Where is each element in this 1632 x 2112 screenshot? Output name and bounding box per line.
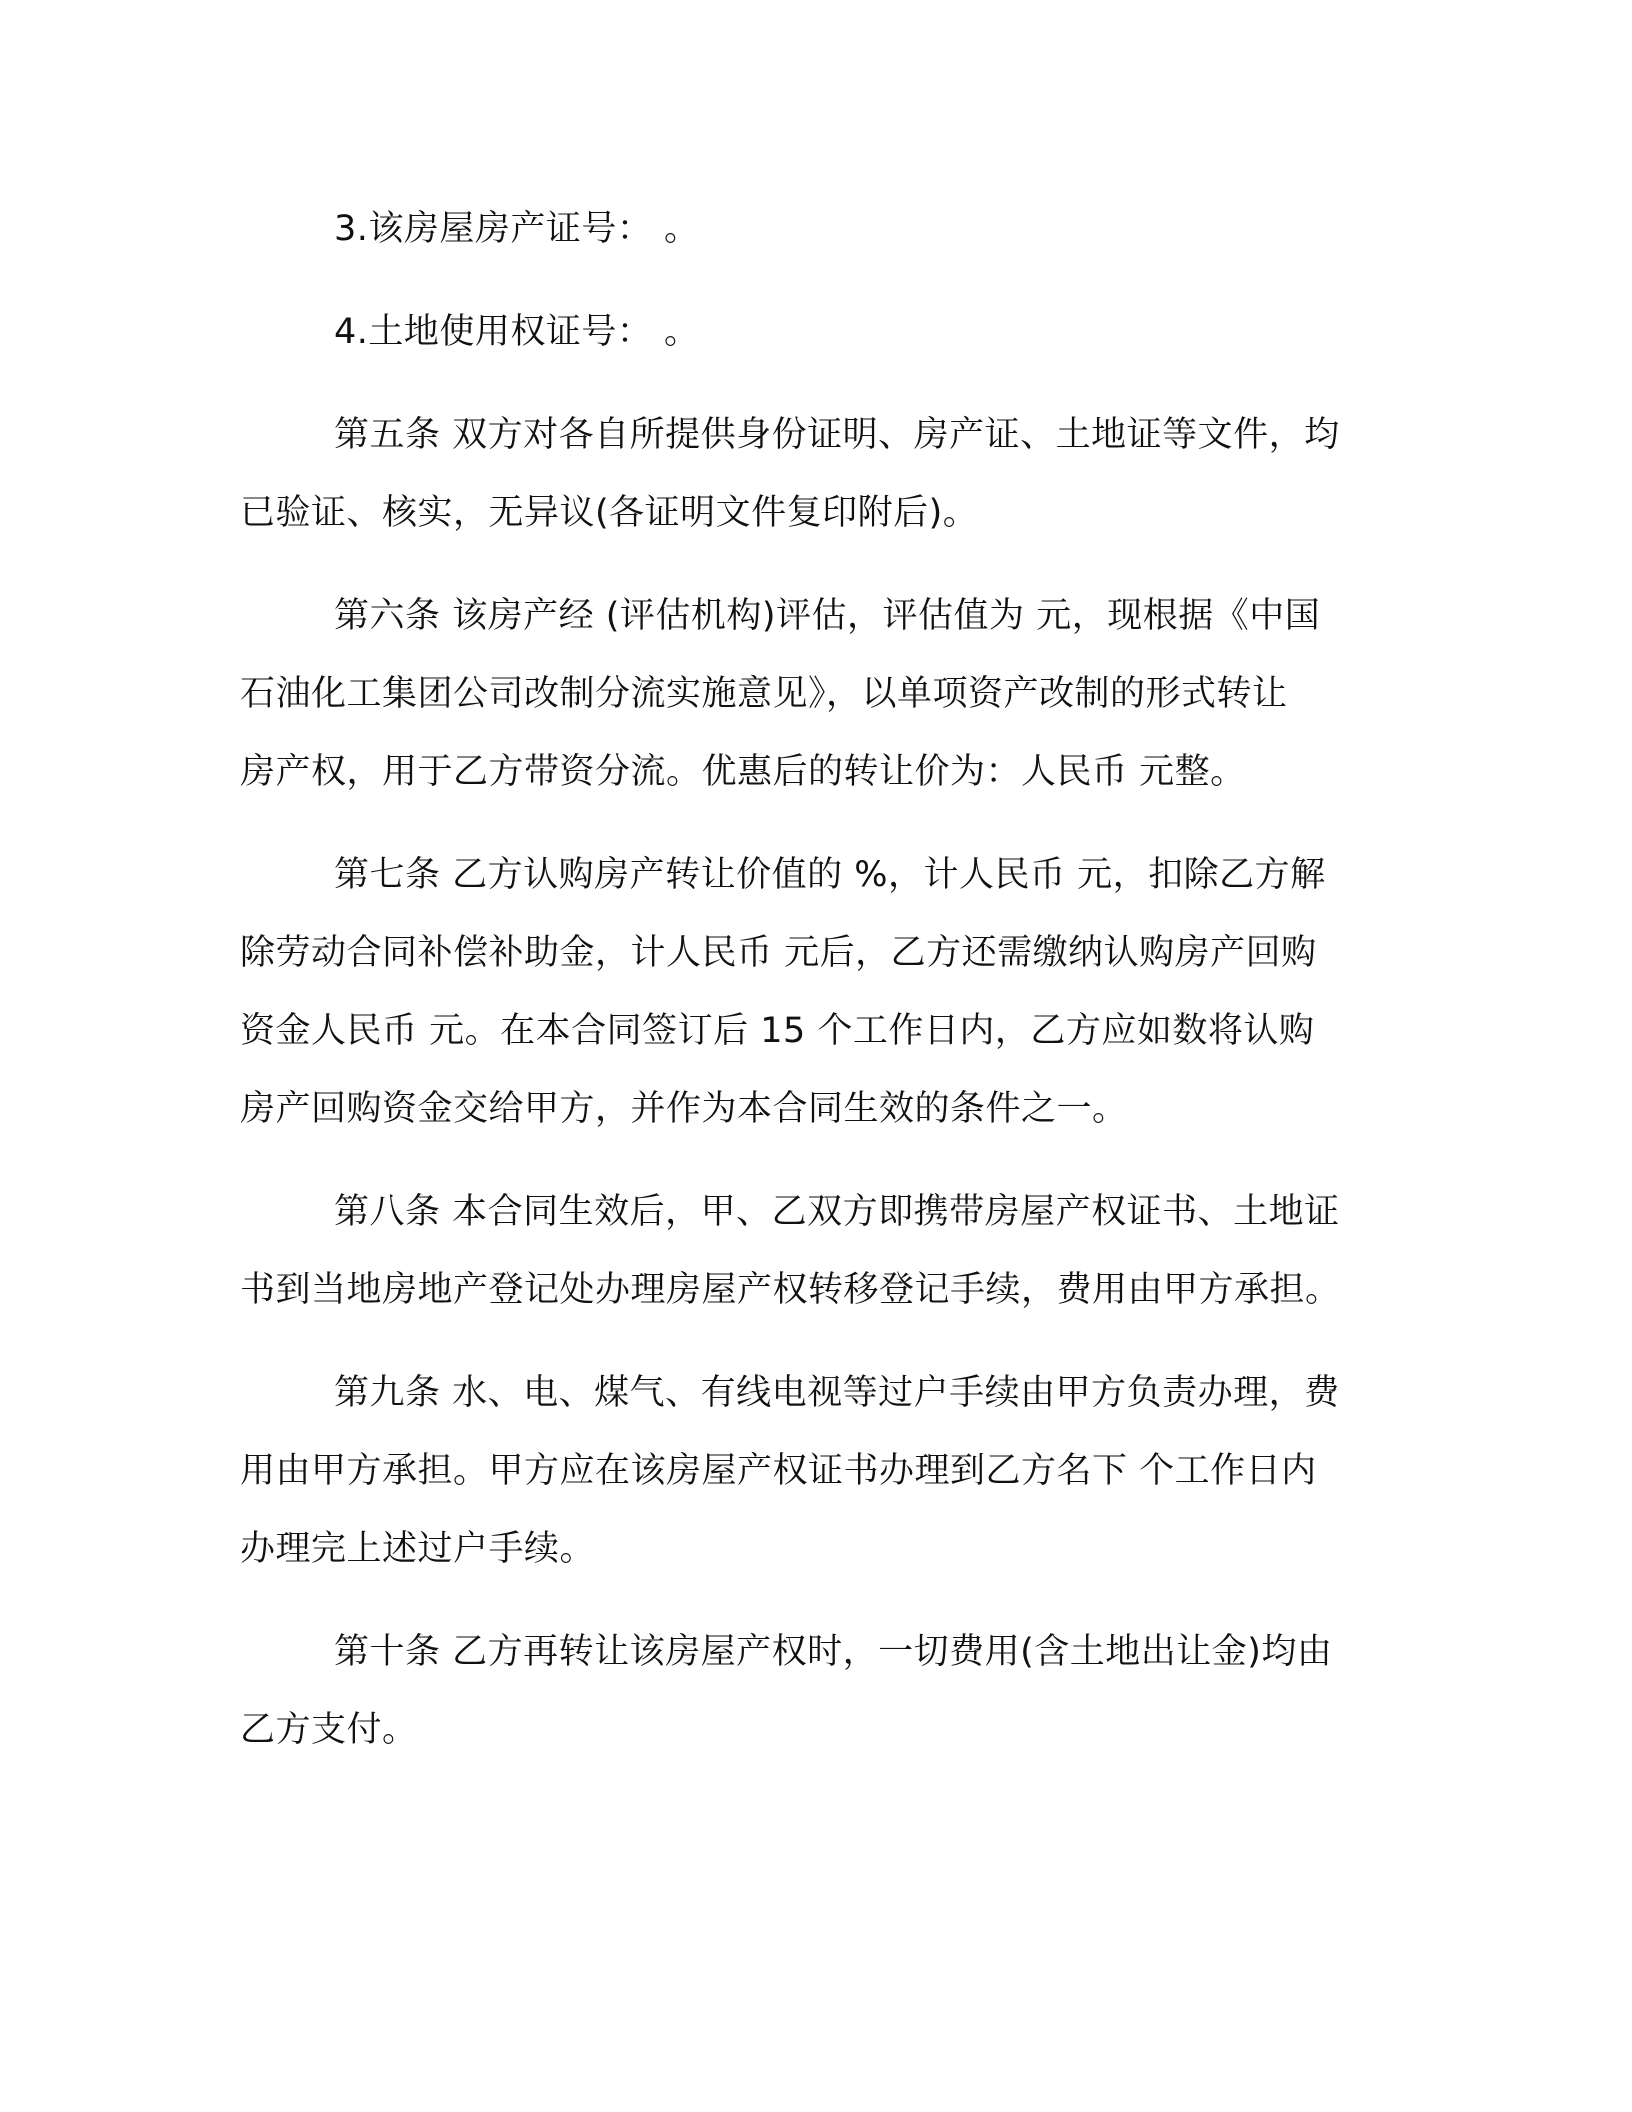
- text-line: 资金人民币 元。在本合同签订后 15 个工作日内，乙方应如数将认购: [240, 1011, 1315, 1051]
- text-line: 书到当地房地产登记处办理房屋产权转移登记手续，费用由甲方承担。: [240, 1270, 1341, 1310]
- text-line: 房产回购资金交给甲方，并作为本合同生效的条件之一。: [240, 1089, 1128, 1129]
- text-line: 石油化工集团公司改制分流实施意见》，以单项资产改制的形式转让: [240, 674, 1288, 714]
- paragraph-article-7: [240, 836, 1390, 1148]
- text-line: 第九条 水、电、煤气、有线电视等过户手续由甲方负责办理，费: [334, 1373, 1340, 1413]
- paragraph-article-9: [240, 1354, 1390, 1588]
- text-line: 第八条 本合同生效后，甲、乙双方即携带房屋产权证书、土地证: [334, 1192, 1340, 1232]
- text-line: 4.土地使用权证号： 。: [334, 312, 700, 352]
- text-line: 办理完上述过户手续。: [240, 1529, 596, 1569]
- document-body: [240, 190, 1390, 1769]
- paragraph-article-6: [240, 577, 1390, 811]
- text-line: 第五条 双方对各自所提供身份证明、房产证、土地证等文件，均: [334, 415, 1340, 455]
- text-line: 3.该房屋房产证号： 。: [334, 209, 700, 249]
- paragraph-property-certificate-number: [240, 190, 1390, 268]
- text-line: 第六条 该房产经 (评估机构)评估，评估值为 元，现根据《中国: [334, 596, 1321, 636]
- text-line: 用由甲方承担。甲方应在该房屋产权证书办理到乙方名下 个工作日内: [240, 1451, 1317, 1491]
- paragraph-land-use-certificate-number: [240, 293, 1390, 371]
- paragraph-article-5: [240, 396, 1390, 552]
- text-line: 第七条 乙方认购房产转让价值的 %，计人民币 元，扣除乙方解: [334, 855, 1326, 895]
- paragraph-article-10: [240, 1613, 1390, 1769]
- text-line: 除劳动合同补偿补助金，计人民币 元后，乙方还需缴纳认购房产回购: [240, 933, 1317, 973]
- paragraph-article-8: [240, 1173, 1390, 1329]
- text-line: 房产权，用于乙方带资分流。优惠后的转让价为：人民币 元整。: [240, 752, 1246, 792]
- text-line: 已验证、核实，无异议(各证明文件复印附后)。: [240, 493, 979, 533]
- text-line: 乙方支付。: [240, 1710, 418, 1750]
- text-line: 第十条 乙方再转让该房屋产权时，一切费用(含土地出让金)均由: [334, 1632, 1333, 1672]
